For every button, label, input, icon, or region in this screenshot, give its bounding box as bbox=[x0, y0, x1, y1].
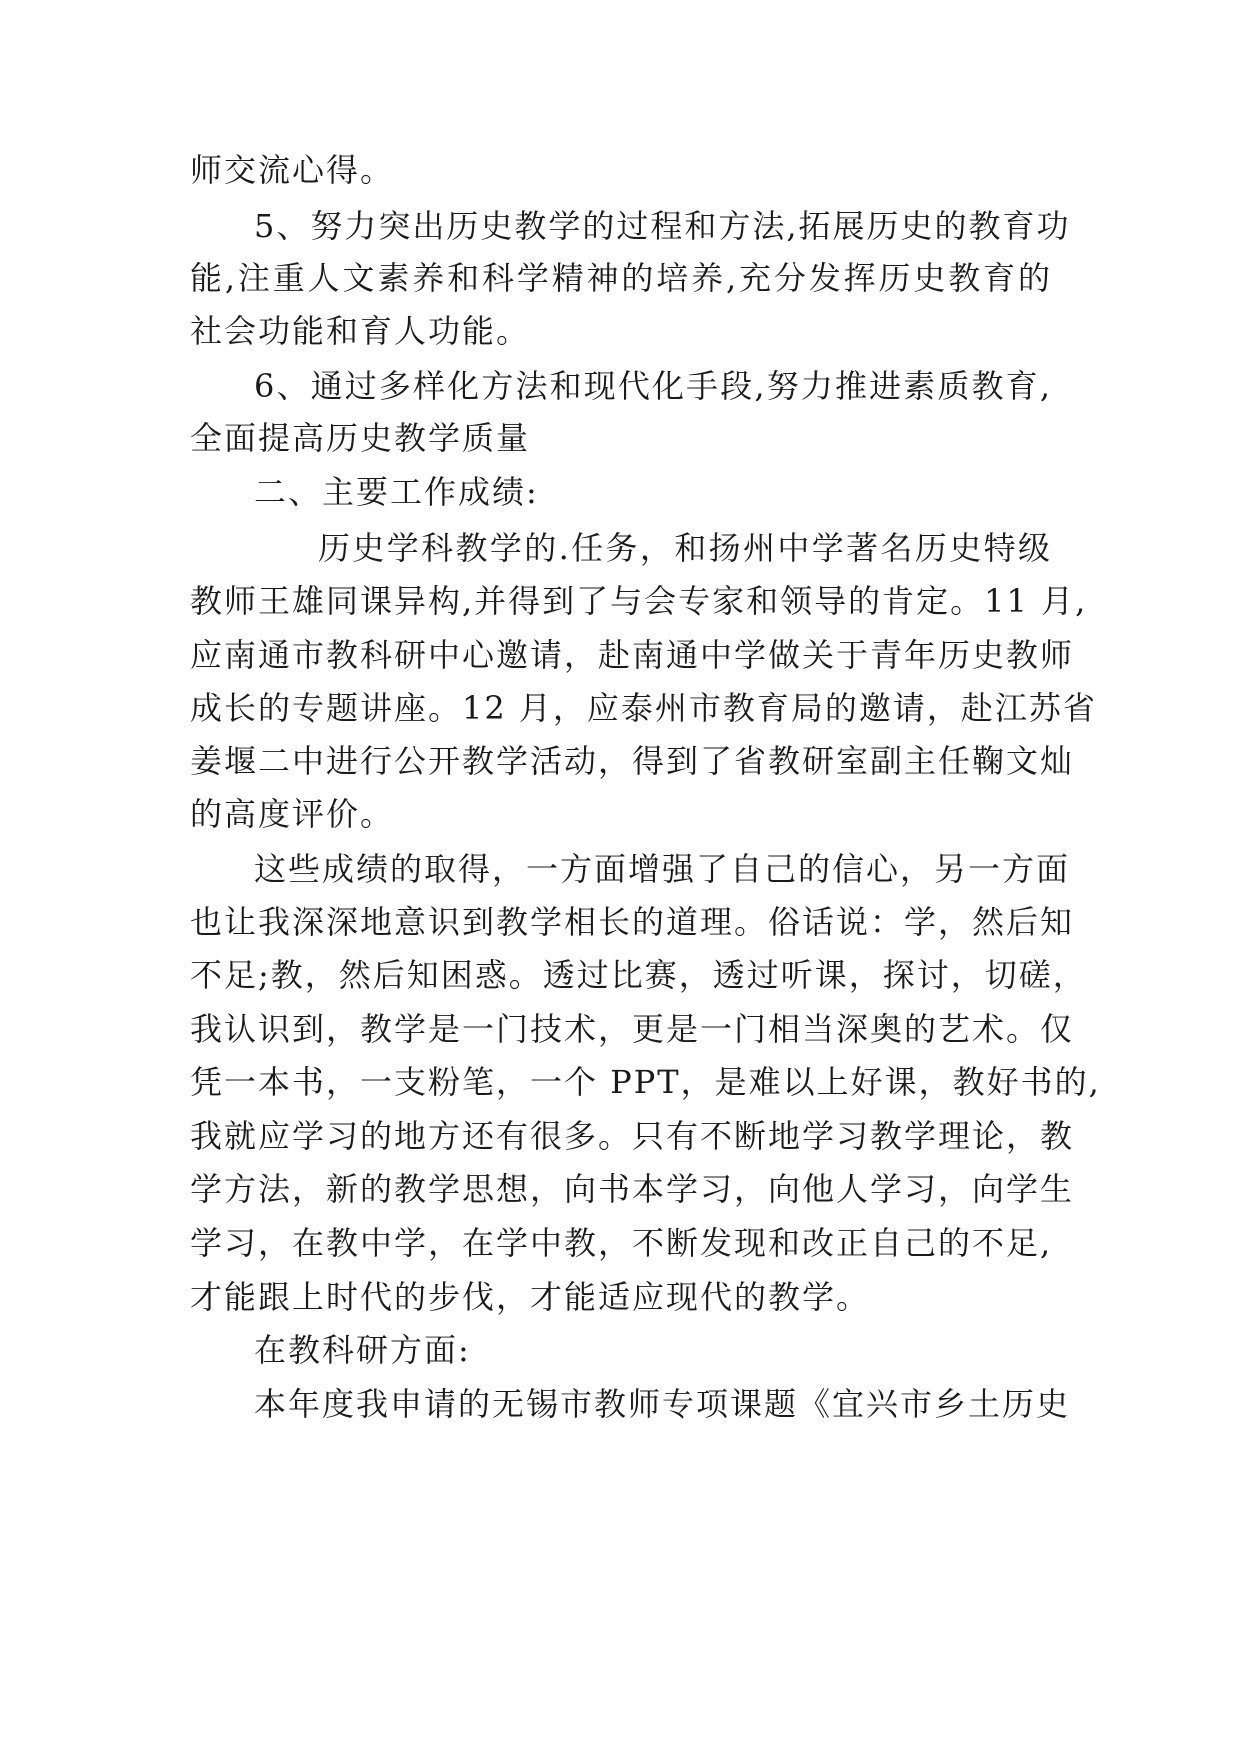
text-line: 能,注重人文素养和科学精神的培养,充分发挥历史教育的 bbox=[190, 259, 1052, 297]
text-line: 成长的专题讲座。12 月，应泰州市教育局的邀请，赴江苏省 bbox=[190, 689, 1097, 727]
text-line: 应南通市教科研中心邀请，赴南通中学做关于青年历史教师 bbox=[190, 636, 1075, 674]
text-line: 我就应学习的地方还有很多。只有不断地学习教学理论，教 bbox=[190, 1117, 1075, 1155]
text-line: 历史学科教学的.任务，和扬州中学著名历史特级 bbox=[318, 529, 1052, 567]
text-line: 师交流心得。 bbox=[190, 151, 395, 189]
text-line: 凭一本书，一支粉笔，一个 PPT，是难以上好课，教好书的, bbox=[190, 1063, 1101, 1101]
text-line: 教师王雄同课异构,并得到了与会专家和领导的肯定。11 月, bbox=[190, 582, 1088, 620]
text-line: 也让我深深地意识到教学相长的道理。俗话说：学，然后知 bbox=[190, 903, 1075, 941]
text-line: 5、努力突出历史教学的过程和方法,拓展历史的教育功 bbox=[254, 207, 1071, 245]
text-line: 我认识到，教学是一门技术，更是一门相当深奥的艺术。仅 bbox=[190, 1010, 1075, 1048]
text-line: 才能跟上时代的步伐，才能适应现代的教学。 bbox=[190, 1278, 871, 1316]
text-line: 学方法，新的教学思想，向书本学习，向他人学习，向学生 bbox=[190, 1170, 1075, 1208]
text-line: 不足;教，然后知困惑。透过比赛，透过听课，探讨，切磋， bbox=[190, 956, 1087, 994]
text-line: 全面提高历史教学质量 bbox=[190, 419, 531, 457]
section-heading: 二、主要工作成绩: bbox=[254, 473, 539, 511]
text-line: 6、通过多样化方法和现代化手段,努力推进素质教育, bbox=[254, 367, 1052, 405]
text-line: 这些成绩的取得，一方面增强了自己的信心，另一方面 bbox=[254, 850, 1071, 888]
text-line: 学习，在教中学，在学中教，不断发现和改正自己的不足, bbox=[190, 1224, 1053, 1262]
text-line: 社会功能和育人功能。 bbox=[190, 312, 531, 350]
text-line: 本年度我申请的无锡市教师专项课题《宜兴市乡土历史 bbox=[254, 1385, 1071, 1423]
section-heading: 在教科研方面: bbox=[254, 1331, 471, 1369]
text-line: 的高度评价。 bbox=[190, 795, 395, 833]
text-line: 姜堰二中进行公开教学活动，得到了省教研室副主任鞠文灿 bbox=[190, 742, 1075, 780]
